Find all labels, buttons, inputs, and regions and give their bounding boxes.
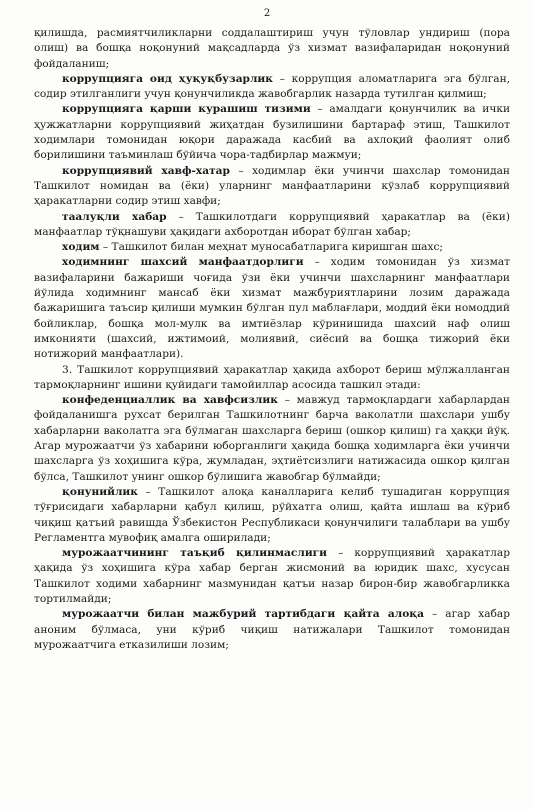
principle-term: мурожаатчи билан мажбурий тартибдаги қайта алоқа (62, 608, 425, 621)
section-paragraph (34, 363, 510, 394)
page-number: 2 (263, 8, 271, 19)
principle-term: конфеденциаллик ва хавфсизлик (62, 394, 278, 407)
definition-text: – амалдаги қонунчилик ва ички ҳужжатларни коррупциявий жиҳатдан бузилишини бартараф этиш, Ташкилот ходимлари томонидан юқори даражада касбий ва ахлоқий фаолият олиб борилишини таъминлаш бўйича чора-тадбирлар мажмуи; (34, 103, 510, 162)
definition-text: – Ташкилотдаги коррупциявий ҳаракатлар ва (ёки) манфаатлар тўқнашуви ҳақидаги ахборотдан иборат бўлган хабар; (34, 210, 510, 238)
principle-text: – коррупциявий ҳаракатлар ҳақида ўз хоҳишига кўра хабар берган жисмоний ва юридик шахс, хусусан Ташкилот ходими хабарнинг мазмунидан қатъи назар бирон-бир жавобгарликка тортилмайди; (34, 547, 510, 605)
principle-text: – мавжуд тармоқлардаги хабарлардан фойдаланишга рухсат берилган Ташкилотнинг барча ваколатли шахслари ушбу хабарларни ваколатга эга бўлмаган шахсларга бериш (ошкор қилиш) га ҳаққи йўқ. Агар мурожаатчи ўз хабарини юборганлиги ҳақида бошқа ходимларга ёки учинчи шахсларга ўз хоҳишига кўра, жумладан, эҳтиётсизлиги натижасида ошкор қилган бўлса, Ташкилот унинг ошкор бўлишига жавобгар бўлмайди; (34, 394, 510, 483)
definition-paragraph (34, 102, 510, 163)
paragraph-continuation (34, 26, 510, 72)
definition-term: таалуқли хабар (62, 210, 167, 223)
principle-paragraph (34, 485, 510, 546)
principle-paragraph (34, 546, 510, 607)
definition-text: – коррупция аломатларига эга бўлган, содир этилганлиги учун қонунчиликда жавобгарлик назарда тутилган қилмиш; (34, 72, 511, 101)
definition-term: коррупцияга қарши курашиш тизими (62, 103, 311, 116)
definition-paragraph (34, 72, 510, 103)
principle-text: – агар хабар аноним бўлмаса, уни кўриб чиқиш натижалари Ташкилот томонидан мурожаатчига етказилиши лозим; (34, 608, 510, 651)
definition-paragraph (34, 255, 510, 362)
document-body (34, 26, 510, 653)
principle-text: – Ташкилот алоқа каналларига келиб тушадиган коррупция тўғрисидаги хабарларни қабул қилиш, рўйхатга олиш, қайта ишлаш ва кўриб чиқиш қатъий равишда Ўзбекистон Республикаси қонунчилиги талаблари ва ушбу Регламентга мувофиқ амалга оширилади; (34, 485, 510, 544)
definition-term: ходим (62, 241, 100, 254)
definition-text: – ходим томонидан ўз хизмат вазифаларини бажариши чоғида ўзи ёки учинчи шахсларнинг манфаатлари йўлида ходимнинг мансаб ёки хизмат мажбуриятларини лозим даражада бажаришига таъсир қилиши мумкин бўлган пул маблағлари, моддий ёки номоддий бойликлар, бошқа мол-мулк ва имтиёзлар кўринишида шахсий наф олиш имконияти (шахсий, ижтимоий, молиявий, сиёсий ва бошқа тижорий ёки нотижорий манфаатлари). (34, 256, 511, 361)
paragraph-text: 3. Ташкилот коррупциявий ҳаракатлар ҳақида ахборот бериш мўлжалланган тармоқларнинг ишини қуйидаги тамойиллар асосида ташкил этади: (34, 363, 510, 391)
definition-text: – ходимлар ёки учинчи шахслар томонидан Ташкилот номидан ва (ёки) уларнинг манфаатларини кўзлаб коррупциявий ҳаракатларни содир этиш хавфи; (34, 164, 510, 208)
principle-paragraph (34, 393, 510, 485)
paragraph-text: қилишда, расмиятчиликларни соддалаштириш учун тўловлар ундириш (пора олиш) ва бошқа ноқонуний мақсадларда ўз хизмат вазифаларидан ноқонуний фойдаланиш; (34, 27, 510, 70)
definition-term: ходимнинг шахсий манфаатдорлиги (62, 256, 304, 269)
definition-paragraph (34, 240, 510, 255)
principle-term: мурожаатчининг таъқиб қилинмаслиги (62, 547, 328, 560)
definition-paragraph (34, 210, 510, 241)
definition-term: коррупцияга оид ҳуқуқбузарлик (62, 72, 273, 85)
definition-text: – Ташкилот билан меҳнат муносабатларига киришган шахс; (99, 241, 443, 254)
definition-term: коррупциявий хавф-хатар (62, 164, 230, 177)
definition-paragraph (34, 164, 510, 210)
principle-paragraph (34, 607, 510, 653)
principle-term: қонунийлик (62, 485, 138, 498)
